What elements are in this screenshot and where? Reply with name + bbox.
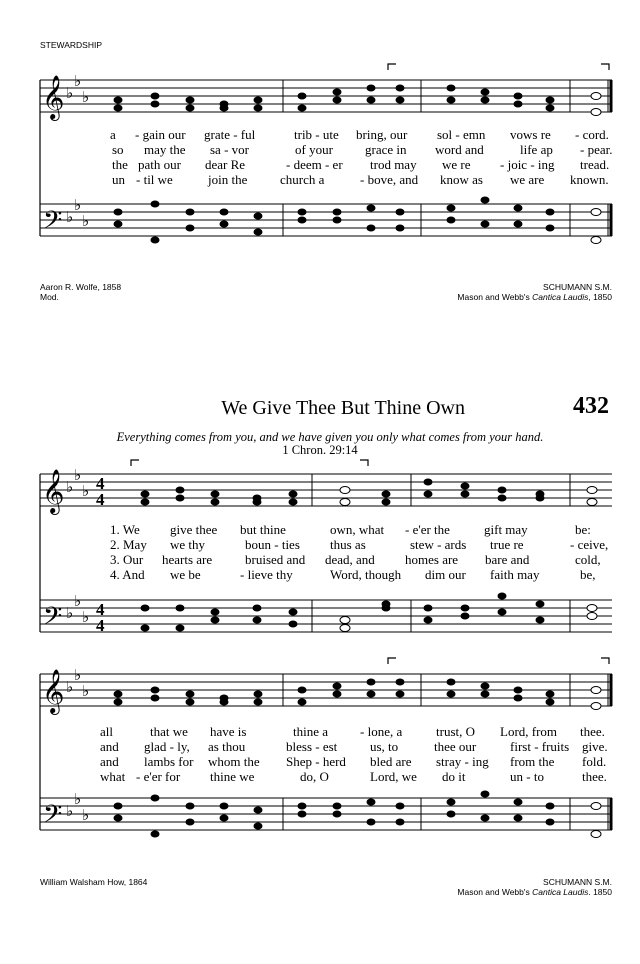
- syllable: fold.: [582, 754, 607, 769]
- svg-text:♭: ♭: [66, 680, 74, 696]
- syllable: know as: [440, 172, 483, 187]
- hymn-number: 432: [573, 393, 609, 419]
- syllable: - gain our: [135, 127, 186, 142]
- syllable: of your: [295, 142, 333, 157]
- author-line: Aaron R. Wolfe, 1858: [40, 282, 122, 292]
- lyric-line: [40, 754, 612, 769]
- syllable: whom the: [208, 754, 260, 769]
- svg-text:♭: ♭: [74, 792, 82, 808]
- syllable: we thy: [170, 537, 206, 552]
- syllable: have is: [210, 724, 247, 739]
- syllable: bless - est: [286, 739, 338, 754]
- syllable: cold,: [575, 552, 601, 567]
- phrase-marks: [388, 658, 609, 664]
- syllable: sa - vor: [210, 142, 249, 157]
- syllable: join the: [208, 172, 248, 187]
- syllable: dear Re: [205, 157, 246, 172]
- svg-text:♭: ♭: [66, 804, 74, 820]
- syllable: stray - ing: [436, 754, 489, 769]
- tune-name: SCHUMANN S.M.: [543, 282, 612, 292]
- syllable: known.: [570, 172, 609, 187]
- syllable: we are: [510, 172, 545, 187]
- syllable: bare and: [485, 552, 530, 567]
- syllable: Lord, from: [500, 724, 558, 739]
- syllable: but thine: [240, 522, 286, 537]
- syllable: bled are: [370, 754, 412, 769]
- treble-clef-icon: 𝄞: [42, 671, 65, 713]
- syllable: give thee: [170, 522, 218, 537]
- syllable: - cord.: [575, 127, 609, 142]
- svg-text:♭: ♭: [82, 808, 90, 824]
- syllable: a: [110, 127, 116, 142]
- svg-text:4: 4: [96, 600, 105, 619]
- svg-text:♭: ♭: [82, 90, 90, 106]
- syllable: trod may: [370, 157, 417, 172]
- syllable: us, to: [370, 739, 399, 754]
- syllable: Word, though: [330, 567, 402, 582]
- svg-text:♭: ♭: [82, 214, 90, 230]
- svg-text:4: 4: [96, 474, 105, 493]
- svg-text:♭: ♭: [66, 480, 74, 496]
- svg-text:♭: ♭: [82, 610, 90, 626]
- svg-text:♭: ♭: [82, 684, 90, 700]
- syllable: from the: [510, 754, 555, 769]
- syllable: word and: [435, 142, 484, 157]
- syllable: - e'er the: [405, 522, 450, 537]
- source-suffix: , 1850: [588, 292, 612, 302]
- syllable: that we: [150, 724, 188, 739]
- tune-source: [380, 887, 612, 897]
- bass-clef-icon: 𝄢: [43, 801, 63, 834]
- svg-text:♭: ♭: [74, 74, 82, 90]
- syllable: thine we: [210, 769, 255, 784]
- syllable: faith may: [490, 567, 540, 582]
- syllable: hearts are: [162, 552, 213, 567]
- syllable: un - to: [510, 769, 544, 784]
- syllable: - pear.: [580, 142, 613, 157]
- syllable: be,: [580, 567, 596, 582]
- svg-text:♭: ♭: [66, 86, 74, 102]
- syllable: gift may: [484, 522, 528, 537]
- syllable: Shep - herd: [286, 754, 346, 769]
- syllable: dim our: [425, 567, 466, 582]
- syllable: give.: [582, 739, 608, 754]
- hymn-title: We Give Thee But Thine Own: [221, 397, 465, 419]
- syllable: - lone, a: [360, 724, 403, 739]
- syllable: homes are: [405, 552, 459, 567]
- syllable: and: [100, 739, 119, 754]
- author-note: Mod.: [40, 292, 59, 302]
- svg-text:4: 4: [96, 490, 105, 509]
- syllable: boun - ties: [245, 537, 300, 552]
- syllable: all: [100, 724, 113, 739]
- syllable: we be: [170, 567, 201, 582]
- syllable: 4. And: [110, 567, 145, 582]
- syllable: dead, and: [325, 552, 375, 567]
- syllable: the: [112, 157, 128, 172]
- syllable: thee.: [580, 724, 605, 739]
- treble-staff-lines: [40, 674, 612, 706]
- hymn-tune: [380, 877, 612, 897]
- syllable: true re: [490, 537, 524, 552]
- syllable: - lieve thy: [240, 567, 293, 582]
- syllable: 2. May: [110, 537, 147, 552]
- syllable: trust, O: [436, 724, 475, 739]
- syllable: - bove, and: [360, 172, 419, 187]
- lyric-line: [40, 769, 612, 784]
- syllable: 1. We: [110, 522, 140, 537]
- syllable: thee.: [582, 769, 607, 784]
- svg-text:4: 4: [96, 616, 105, 635]
- scripture-reference: 1 Chron. 29:14: [282, 443, 358, 457]
- syllable: grate - ful: [204, 127, 256, 142]
- syllable: we re: [442, 157, 471, 172]
- syllable: - til we: [136, 172, 173, 187]
- syllable: be:: [575, 522, 591, 537]
- hymn-lyrics-b: [40, 724, 612, 784]
- bass-staff-lines: [40, 798, 612, 830]
- source-title: Cantica Laudis: [532, 292, 589, 302]
- lyric-line: [40, 739, 612, 754]
- source-prefix: Mason and Webb's: [457, 292, 533, 302]
- syllable: life ap: [520, 142, 553, 157]
- epigraph: Everything comes from you, and we have given you only what comes from your hand.: [116, 430, 544, 444]
- syllable: tread.: [580, 157, 610, 172]
- syllable: - ceive,: [570, 537, 609, 552]
- syllable: as thou: [208, 739, 246, 754]
- syllable: 3. Our: [110, 552, 144, 567]
- syllable: bring, our: [356, 127, 408, 142]
- syllable: thus as: [330, 537, 366, 552]
- lyric-line: [40, 724, 612, 739]
- treble-clef-icon: 𝄞: [42, 77, 65, 119]
- syllable: sol - emn: [437, 127, 486, 142]
- hymn-author: William Walsham How, 1864: [40, 877, 148, 887]
- syllable: - e'er for: [136, 769, 181, 784]
- svg-text:♭: ♭: [74, 594, 82, 610]
- svg-text:♭: ♭: [82, 484, 90, 500]
- syllable: and: [100, 754, 119, 769]
- svg-text:♭: ♭: [66, 210, 74, 226]
- syllable: glad - ly,: [144, 739, 190, 754]
- syllable: - joic - ing: [500, 157, 555, 172]
- bass-clef-icon: 𝄢: [43, 603, 63, 636]
- bass-clef-icon: 𝄢: [43, 207, 63, 240]
- source-prefix: Mason and Webb's: [457, 887, 533, 897]
- syllable: own, what: [330, 522, 385, 537]
- syllable: thine a: [293, 724, 329, 739]
- syllable: trib - ute: [294, 127, 339, 142]
- svg-text:♭: ♭: [74, 668, 82, 684]
- source-title: Cantica Laudis: [532, 887, 589, 897]
- section-header: STEWARDSHIP: [40, 40, 103, 50]
- svg-text:♭: ♭: [74, 198, 82, 214]
- treble-clef-icon: 𝄞: [42, 471, 65, 513]
- syllable: so: [112, 142, 124, 157]
- svg-text:♭: ♭: [66, 606, 74, 622]
- syllable: stew - ards: [410, 537, 467, 552]
- syllable: do it: [442, 769, 466, 784]
- syllable: lambs for: [144, 754, 194, 769]
- tune-name: SCHUMANN S.M.: [543, 877, 612, 887]
- syllable: what: [100, 769, 126, 784]
- syllable: do, O: [300, 769, 329, 784]
- source-suffix: . 1850: [588, 887, 612, 897]
- syllable: thee our: [434, 739, 477, 754]
- syllable: un: [112, 172, 125, 187]
- syllable: - deem - er: [286, 157, 343, 172]
- syllable: Lord, we: [370, 769, 417, 784]
- syllable: grace in: [365, 142, 407, 157]
- syllable: bruised and: [245, 552, 306, 567]
- syllable: path our: [138, 157, 181, 172]
- syllable: may the: [144, 142, 186, 157]
- syllable: church a: [280, 172, 325, 187]
- syllable: vows re: [510, 127, 551, 142]
- syllable: first - fruits: [510, 739, 570, 754]
- svg-text:♭: ♭: [74, 468, 82, 484]
